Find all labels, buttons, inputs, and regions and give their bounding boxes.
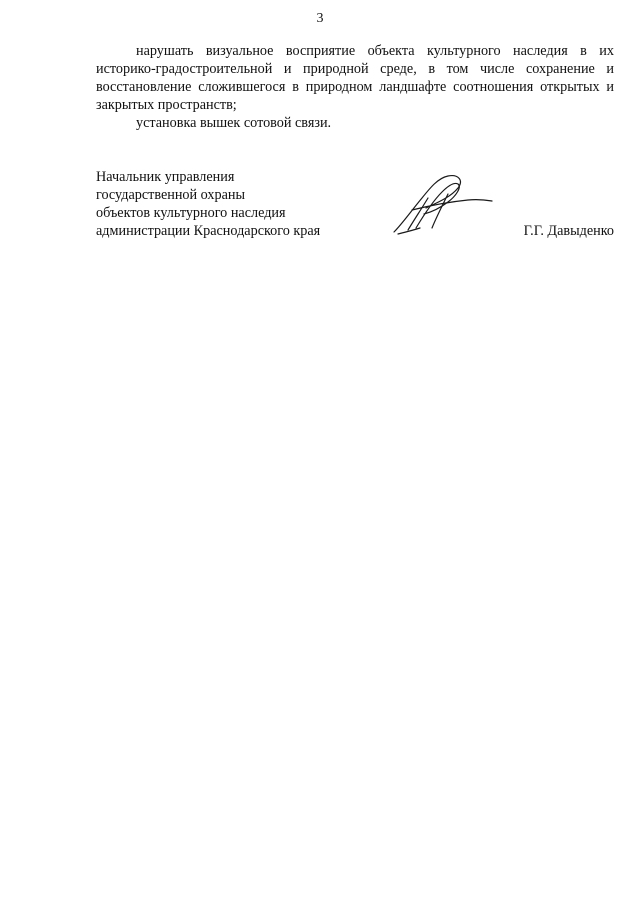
paragraph-cell-towers: установка вышек сотовой связи. [136,115,332,131]
position-line: Начальник управления [96,169,235,185]
position-line: государственной охраны [96,187,246,203]
position-line: администрации Краснодарского края [96,223,321,239]
paragraph-visual-perception: нарушать визуальное восприятие объекта культурного наследия в их историко-градостроительной и природной среде, в том числе сохранение и восстановление сложившегося в природном ландшафте соотношения открытых и закрытых пространств; [96,43,614,113]
page-number: 3 [316,11,324,26]
signer-name: Г.Г. Давыденко [523,223,614,239]
document-body [96,42,614,132]
handwritten-signature [388,170,496,238]
signer-position [96,168,356,240]
position-line: объектов культурного наследия [96,205,286,221]
